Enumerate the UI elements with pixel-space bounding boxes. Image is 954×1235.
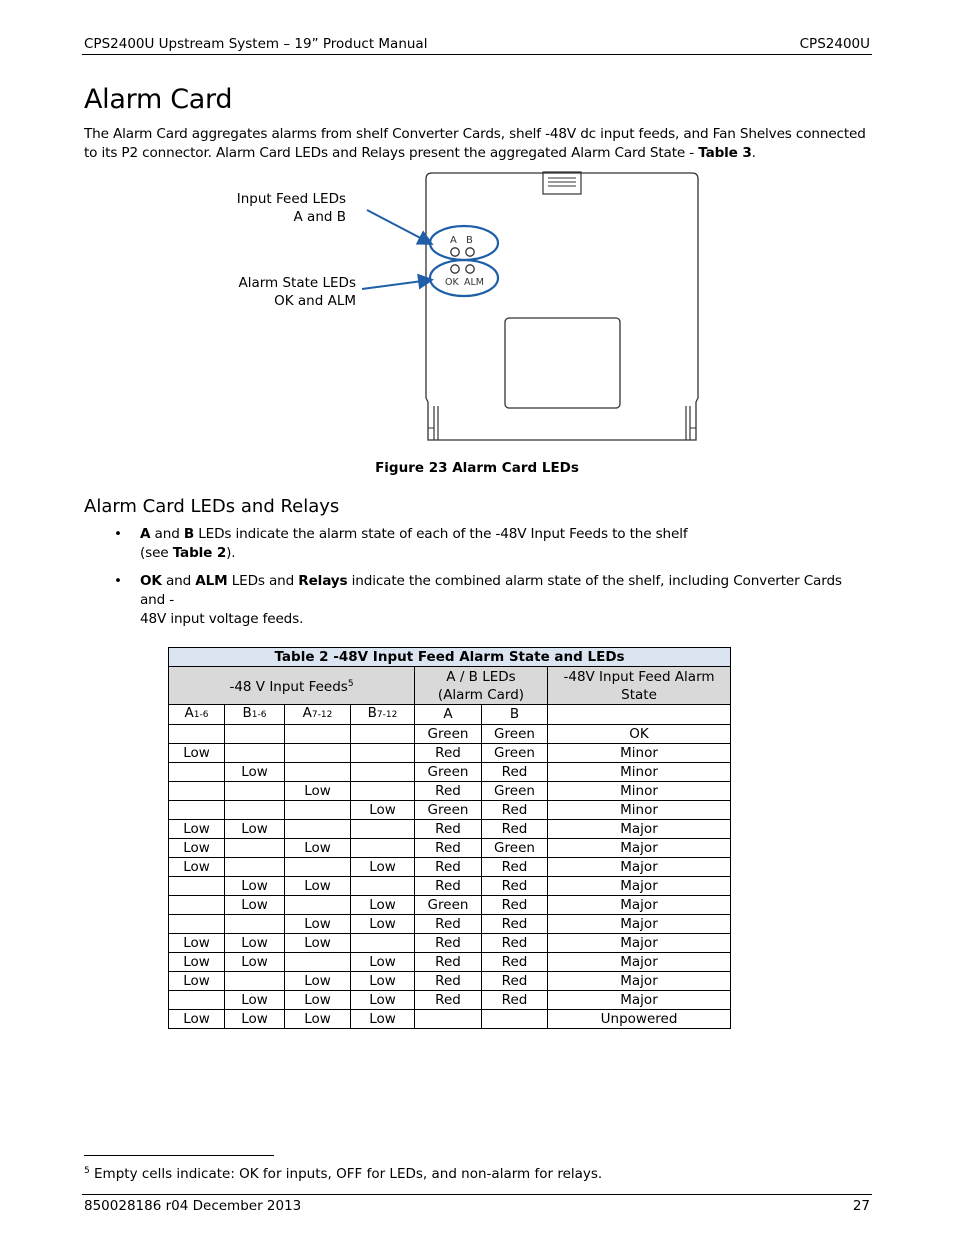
table-cell: Low xyxy=(285,877,351,896)
table-cell xyxy=(169,991,225,1010)
table-cell: Low xyxy=(169,1010,225,1029)
table-cell xyxy=(225,839,285,858)
table-cell xyxy=(351,763,415,782)
table-row xyxy=(169,801,731,820)
table-cell: Low xyxy=(225,953,285,972)
page-title: Alarm Card xyxy=(84,84,233,115)
subheader-cell: A7-12 xyxy=(285,705,351,725)
table-cell: Red xyxy=(415,820,482,839)
header-alarm-state: -48V Input Feed Alarm State xyxy=(548,667,731,705)
table-cell: Major xyxy=(548,820,731,839)
table-cell: Low xyxy=(285,934,351,953)
table-subheader-row xyxy=(169,705,731,725)
table-cell: Red xyxy=(415,972,482,991)
table-row xyxy=(169,725,731,744)
subheader-cell: A1-6 xyxy=(169,705,225,725)
table-cell: Red xyxy=(482,991,548,1010)
alarm-state-arrow xyxy=(362,280,430,289)
table-cell: Low xyxy=(351,801,415,820)
table-cell xyxy=(351,839,415,858)
page-number: 27 xyxy=(852,1198,870,1214)
led-a-label: A xyxy=(450,235,457,246)
table-cell: Red xyxy=(415,782,482,801)
table-row xyxy=(169,858,731,877)
table-cell xyxy=(285,801,351,820)
card-outline xyxy=(426,173,698,440)
table-cell: Low xyxy=(225,877,285,896)
table-row xyxy=(169,763,731,782)
table-cell: Low xyxy=(225,763,285,782)
table-row xyxy=(169,877,731,896)
table-cell: Low xyxy=(285,839,351,858)
footer-rule xyxy=(82,1194,872,1195)
table-cell: Red xyxy=(415,934,482,953)
table-cell xyxy=(482,1010,548,1029)
subheader-cell: A xyxy=(415,705,482,725)
table-row xyxy=(169,953,731,972)
figure-caption: Figure 23 Alarm Card LEDs xyxy=(375,460,579,476)
header-input-feeds: -48 V Input Feeds$^5$ xyxy=(169,667,415,705)
subheader-cell: B7-12 xyxy=(351,705,415,725)
header-ab-leds: A / B LEDs (Alarm Card) xyxy=(415,667,548,705)
table-cell xyxy=(169,896,225,915)
table-cell: Low xyxy=(351,1010,415,1029)
table-cell: Red xyxy=(415,877,482,896)
table-cell xyxy=(225,744,285,763)
table-cell: Red xyxy=(415,858,482,877)
table-cell: Low xyxy=(351,953,415,972)
table-cell: Green xyxy=(482,744,548,763)
table-cell: Green xyxy=(415,896,482,915)
led-alm-label: ALM xyxy=(464,277,484,288)
table-cell: Low xyxy=(169,972,225,991)
table-cell: Minor xyxy=(548,744,731,763)
table-cell: Unpowered xyxy=(548,1010,731,1029)
table-cell: Low xyxy=(169,820,225,839)
table-cell xyxy=(225,858,285,877)
footnote: $^5$ Empty cells indicate: OK for inputs, OFF for LEDs, and non-alarm for relays. xyxy=(84,1166,603,1182)
table-cell: Green xyxy=(415,725,482,744)
table-cell: Low xyxy=(169,858,225,877)
table-cell: Major xyxy=(548,896,731,915)
table-cell: Low xyxy=(169,839,225,858)
table-cell: Minor xyxy=(548,782,731,801)
table-cell xyxy=(285,896,351,915)
bullet-dot: • xyxy=(114,573,123,589)
table-cell: Low xyxy=(225,896,285,915)
table-row xyxy=(169,934,731,953)
subheader-cell: B xyxy=(482,705,548,725)
table-cell: Green xyxy=(482,725,548,744)
table-cell xyxy=(169,915,225,934)
table-cell: Red xyxy=(482,972,548,991)
table-cell: Red xyxy=(482,801,548,820)
table-cell: Red xyxy=(415,744,482,763)
table-cell xyxy=(351,820,415,839)
table-cell xyxy=(351,744,415,763)
table-cell xyxy=(415,1010,482,1029)
card-latch xyxy=(543,172,581,194)
table-cell xyxy=(225,915,285,934)
table-cell xyxy=(285,763,351,782)
table-cell xyxy=(285,725,351,744)
running-header-title: CPS2400U Upstream System – 19” Product Manual xyxy=(84,36,428,52)
table-cell: Low xyxy=(285,972,351,991)
table-row xyxy=(169,744,731,763)
table-row xyxy=(169,839,731,858)
table-cell: Red xyxy=(482,877,548,896)
table-cell xyxy=(285,858,351,877)
table-cell xyxy=(225,801,285,820)
table-row xyxy=(169,782,731,801)
bullet-ab-leds: A and B LEDs indicate the alarm state of each of the -48V Input Feeds to the shelf (see Table 2). xyxy=(140,526,688,561)
table-cell xyxy=(285,744,351,763)
table-cell xyxy=(169,782,225,801)
table-cell: Red xyxy=(482,820,548,839)
alarm-state-leds-label: Alarm State LEDs OK and ALM xyxy=(238,275,356,309)
table-cell: Red xyxy=(415,915,482,934)
table-cell xyxy=(351,934,415,953)
footer-doc-id: 850028186 r04 December 2013 xyxy=(84,1198,302,1214)
table-cell: Low xyxy=(225,820,285,839)
led-a-icon xyxy=(451,248,459,256)
table-cell: Low xyxy=(169,744,225,763)
table-row xyxy=(169,820,731,839)
led-b-label: B xyxy=(466,235,473,246)
table-cell: Red xyxy=(415,991,482,1010)
table-cell: Major xyxy=(548,953,731,972)
table-cell: Low xyxy=(285,1010,351,1029)
table-cell: Green xyxy=(415,801,482,820)
table-cell: Red xyxy=(482,915,548,934)
table-cell: Major xyxy=(548,839,731,858)
table-cell: Major xyxy=(548,877,731,896)
table-cell: Red xyxy=(482,858,548,877)
table-cell: Low xyxy=(225,991,285,1010)
table-row xyxy=(169,991,731,1010)
led-ok-label: OK xyxy=(445,277,459,288)
section-title: Alarm Card LEDs and Relays xyxy=(84,496,340,517)
table-cell: Low xyxy=(351,915,415,934)
table-cell: Major xyxy=(548,858,731,877)
table-cell xyxy=(351,725,415,744)
header-rule xyxy=(82,54,872,55)
table-cell: Minor xyxy=(548,801,731,820)
footnote-rule xyxy=(84,1155,274,1156)
card-label-window xyxy=(505,318,620,408)
table-cell: Red xyxy=(415,839,482,858)
table-cell xyxy=(169,877,225,896)
table-cell: Green xyxy=(482,782,548,801)
bullet-dot: • xyxy=(114,526,123,542)
table-cell xyxy=(169,763,225,782)
bullet-ok-alm-leds: OK and ALM LEDs and Relays indicate the combined alarm state of the shelf, including Converter Cards and - 48V input voltage feeds. xyxy=(140,573,842,627)
table-cell: Major xyxy=(548,991,731,1010)
table-cell: Red xyxy=(482,934,548,953)
table-cell xyxy=(351,877,415,896)
table-cell: Major xyxy=(548,934,731,953)
table-cell: Low xyxy=(225,1010,285,1029)
table-caption: Table 2 -48V Input Feed Alarm State and LEDs xyxy=(169,648,731,667)
table-cell: Low xyxy=(285,915,351,934)
table-cell: Low xyxy=(351,972,415,991)
input-feed-arrow xyxy=(367,210,430,243)
intro-paragraph: The Alarm Card aggregates alarms from shelf Converter Cards, shelf -48V dc input feeds, and Fan Shelves connected to its P2 connector. Alarm Card LEDs and Relays present the aggregated Alarm Card State - Table 3. xyxy=(84,126,866,161)
input-feed-alarm-table xyxy=(168,647,731,1029)
table-row xyxy=(169,896,731,915)
table-cell: Green xyxy=(482,839,548,858)
table-row xyxy=(169,972,731,991)
table-cell: Green xyxy=(415,763,482,782)
table-cell xyxy=(225,972,285,991)
table-cell: Major xyxy=(548,915,731,934)
table-cell: Low xyxy=(351,991,415,1010)
table-cell xyxy=(169,801,225,820)
table-cell xyxy=(285,953,351,972)
table-cell: Low xyxy=(351,896,415,915)
table-cell: Low xyxy=(285,991,351,1010)
table-cell: Red xyxy=(415,953,482,972)
table-cell: Low xyxy=(169,953,225,972)
table-cell xyxy=(285,820,351,839)
table-row xyxy=(169,915,731,934)
subheader-cell: B1-6 xyxy=(225,705,285,725)
table-cell xyxy=(225,782,285,801)
table-row xyxy=(169,1010,731,1029)
table-cell: Low xyxy=(225,934,285,953)
led-ok-icon xyxy=(451,265,459,273)
table-cell: Major xyxy=(548,972,731,991)
table-3-ref: Table 3 xyxy=(698,145,752,161)
running-header-product: CPS2400U xyxy=(799,36,870,52)
table-cell: OK xyxy=(548,725,731,744)
table-cell xyxy=(351,782,415,801)
alarm-card-figure xyxy=(360,168,705,443)
table-cell: Red xyxy=(482,896,548,915)
table-cell: Red xyxy=(482,763,548,782)
input-feed-leds-label: Input Feed LEDs A and B xyxy=(236,191,346,225)
led-b-icon xyxy=(466,248,474,256)
table-cell: Minor xyxy=(548,763,731,782)
table-cell: Low xyxy=(285,782,351,801)
subheader-cell xyxy=(548,705,731,725)
led-alm-icon xyxy=(466,265,474,273)
table-cell: Low xyxy=(169,934,225,953)
table-cell: Red xyxy=(482,953,548,972)
table-cell xyxy=(169,725,225,744)
table-cell xyxy=(225,725,285,744)
input-feed-highlight xyxy=(430,226,498,260)
table-cell: Low xyxy=(351,858,415,877)
